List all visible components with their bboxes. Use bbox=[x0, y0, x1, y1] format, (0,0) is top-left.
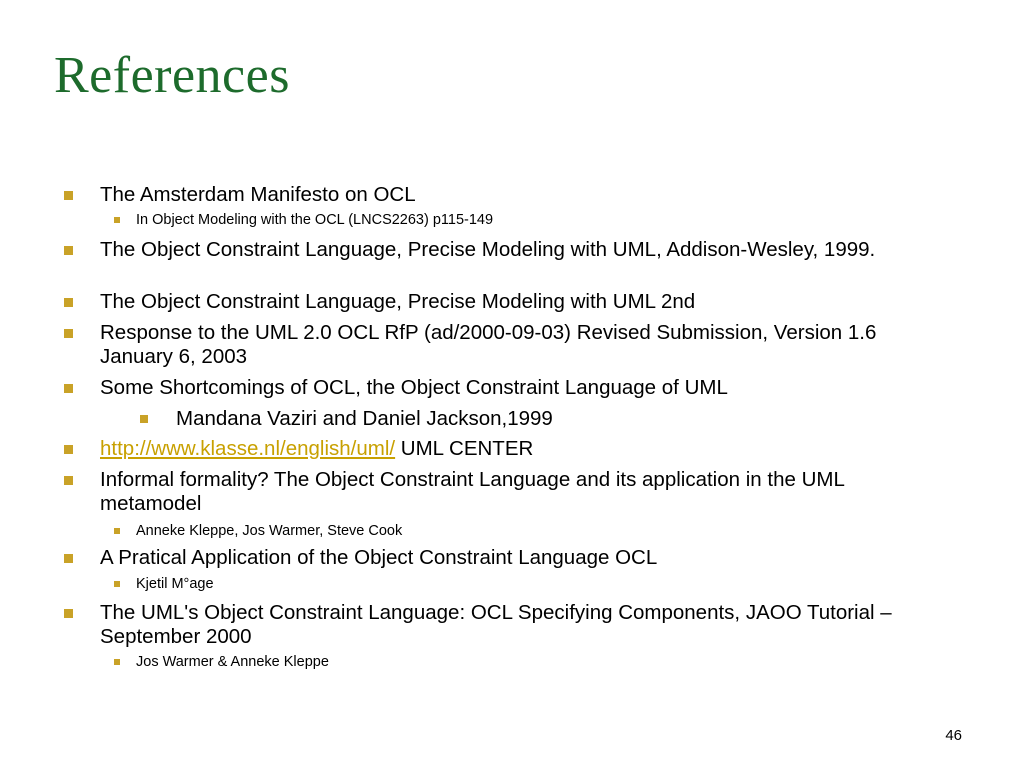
reference-subitem-vaziri-jackson bbox=[176, 407, 936, 431]
page-number: 46 bbox=[945, 727, 962, 744]
reference-text: A Pratical Application of the Object Constraint Language OCL bbox=[100, 546, 658, 569]
reference-subitem-lncs bbox=[136, 211, 936, 229]
reference-item-informal-formality bbox=[100, 468, 950, 516]
klasse-uml-link[interactable]: http://www.klasse.nl/english/uml/ bbox=[100, 437, 396, 460]
square-bullet-icon bbox=[64, 246, 73, 255]
square-bullet-icon bbox=[114, 528, 120, 534]
reference-item-uml-rfp bbox=[100, 321, 950, 369]
reference-subtext: In Object Modeling with the OCL (LNCS2263) p115-149 bbox=[136, 212, 494, 228]
reference-subitem-kleppe-warmer-cook bbox=[136, 522, 936, 540]
reference-subtext: Jos Warmer & Anneke Kleppe bbox=[136, 654, 329, 670]
reference-item-jaoo-tutorial bbox=[100, 601, 950, 649]
reference-text: The Amsterdam Manifesto on OCL bbox=[100, 183, 416, 206]
reference-item-practical-application bbox=[100, 546, 950, 570]
square-bullet-icon bbox=[114, 217, 120, 223]
reference-item-uml-center bbox=[100, 437, 950, 461]
reference-item-ocl-book-2nd bbox=[100, 290, 950, 314]
square-bullet-icon bbox=[64, 191, 73, 200]
square-bullet-icon bbox=[64, 476, 73, 485]
slide-title: References bbox=[54, 47, 290, 104]
square-bullet-icon bbox=[114, 659, 120, 665]
square-bullet-icon bbox=[64, 329, 73, 338]
reference-text: The UML's Object Constraint Language: OCL Specifying Components, JAOO Tutorial – September 2000 bbox=[100, 601, 892, 648]
reference-text: Response to the UML 2.0 OCL RfP (ad/2000-09-03) Revised Submission, Version 1.6 January 6, 2003 bbox=[100, 321, 877, 368]
square-bullet-icon bbox=[64, 445, 73, 454]
reference-item-ocl-book bbox=[100, 238, 950, 262]
reference-item-shortcomings bbox=[100, 376, 950, 400]
reference-subtext: Mandana Vaziri and Daniel Jackson,1999 bbox=[176, 407, 553, 430]
square-bullet-icon bbox=[64, 554, 73, 563]
square-bullet-icon bbox=[64, 384, 73, 393]
reference-subitem-kjetil bbox=[136, 575, 936, 593]
reference-subtext: Anneke Kleppe, Jos Warmer, Steve Cook bbox=[136, 523, 403, 539]
reference-text: UML CENTER bbox=[395, 437, 534, 460]
square-bullet-icon bbox=[64, 298, 73, 307]
reference-text: The Object Constraint Language, Precise Modeling with UML, Addison-Wesley, 1999. bbox=[100, 238, 876, 261]
square-bullet-icon bbox=[64, 609, 73, 618]
reference-item-amsterdam-manifesto bbox=[100, 183, 950, 207]
square-bullet-icon bbox=[140, 415, 148, 423]
reference-subtext: Kjetil M°age bbox=[136, 576, 214, 592]
square-bullet-icon bbox=[114, 581, 120, 587]
reference-subitem-warmer-kleppe bbox=[136, 653, 936, 671]
reference-text: Informal formality? The Object Constraint Language and its application in the UML metamodel bbox=[100, 468, 845, 515]
reference-text: The Object Constraint Language, Precise Modeling with UML 2nd bbox=[100, 290, 696, 313]
reference-text: Some Shortcomings of OCL, the Object Constraint Language of UML bbox=[100, 376, 728, 399]
